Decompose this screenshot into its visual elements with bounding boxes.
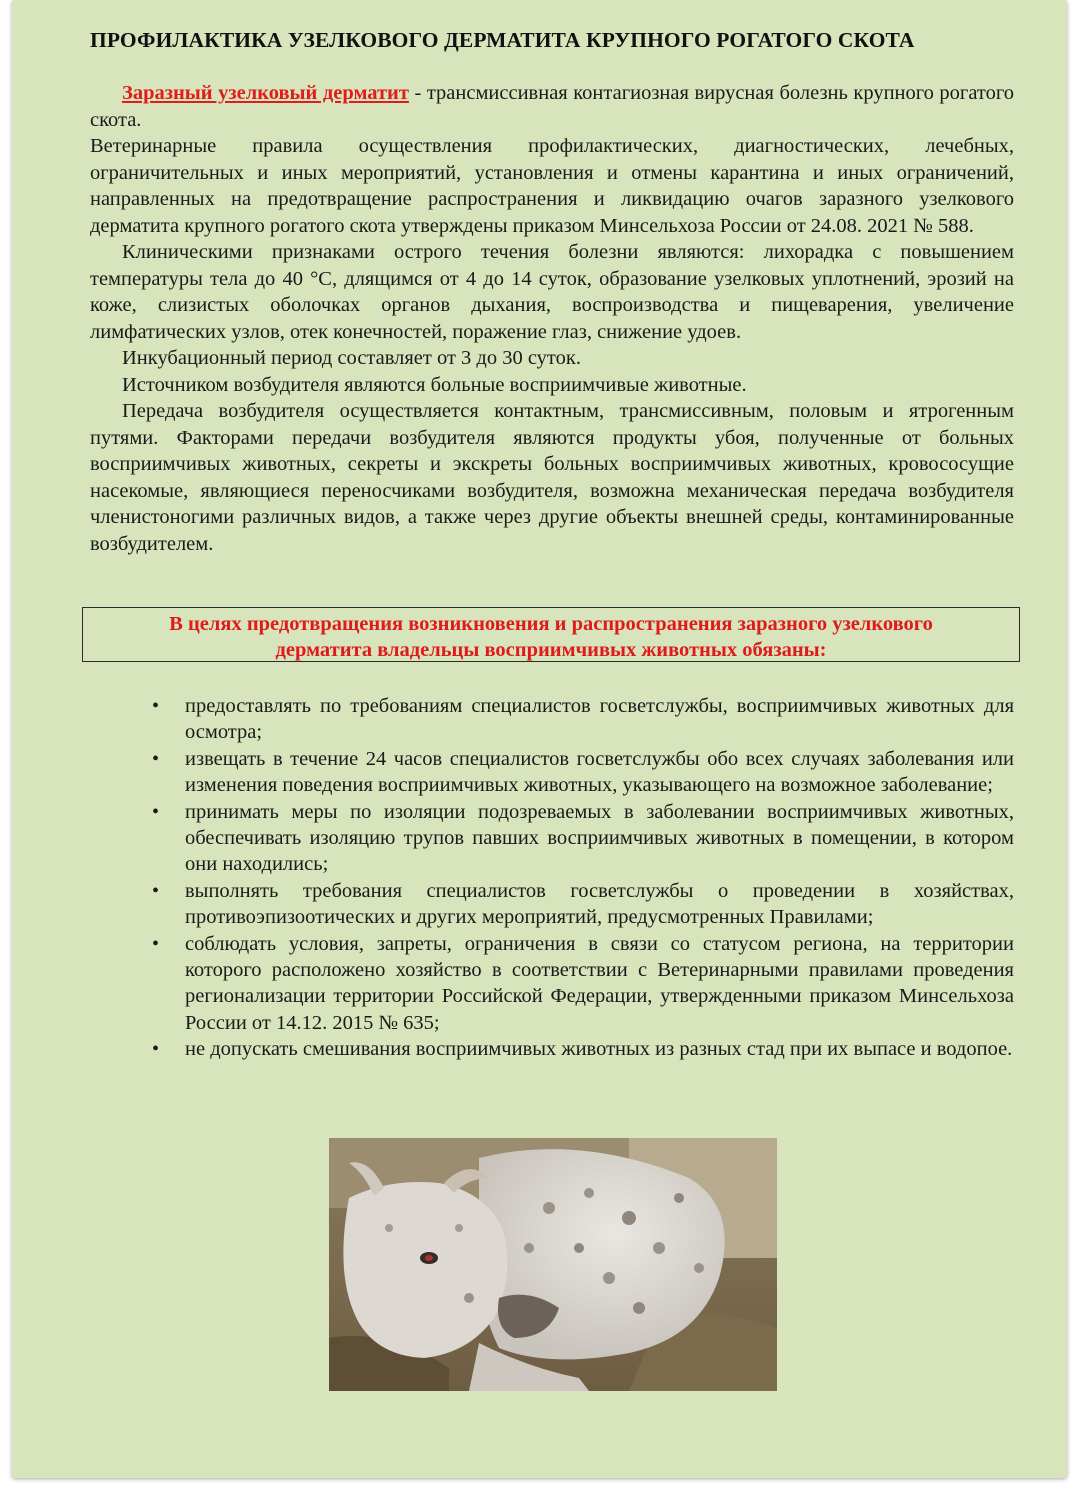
bullet-icon: • xyxy=(152,879,160,902)
cow-photo-image xyxy=(329,1138,777,1391)
notice-box xyxy=(82,607,1020,662)
list-item-text: не допускать смешивания восприимчивых животных из разных стад при их выпасе и водопое. xyxy=(185,1038,1013,1061)
document-page xyxy=(12,0,1067,1478)
disease-term: Заразный узелковый дерматит xyxy=(122,82,409,104)
bullet-icon: • xyxy=(152,1038,160,1061)
bullet-icon: • xyxy=(152,695,160,717)
list-item xyxy=(152,1036,1014,1062)
bullet-icon: • xyxy=(152,747,160,770)
paragraph-transmission: Передача возбудителя осуществляется контактным, трансмиссивным, половым и ятрогенным путями. Факторами передачи возбудителя являются продукты убоя, полученные от больных восприимчивых животных, секреты и экскреты больных восприимчивых животных, кровососущие насекомые, являющиеся переносчиками возбудителя, возможна механическая передача возбудителя членистоногими различных видов, а также через другие объекты внешней среды, контаминированные возбудителем. xyxy=(90,400,1014,555)
list-item-text: соблюдать условия, запреты, ограничения в связи со статусом региона, на территории которого расположено хозяйство в соответствии с Ветеринарными правилами проведения регионализации территории Российской Федерации, утвержденными приказом Минсельхоза России от 14.12. 2015 № 635; xyxy=(185,932,1014,1034)
list-item xyxy=(152,799,1014,878)
list-item xyxy=(152,693,1014,746)
paragraph-rules: Ветеринарные правила осуществления профилактических, диагностических, лечебных, ограничительных и иных мероприятий, установления и отмены карантина и иных ограничений, направленных на предотвращение распространения и ликвидацию очагов заразного узелкового дерматита крупного рогатого скота утверждены приказом Минсельхоза России от 24.08. 2021 № 588. xyxy=(90,135,1014,237)
list-item xyxy=(152,746,1014,799)
obligations-list xyxy=(152,693,1014,1063)
notice-line-1: В целях предотвращения возникновения и распространения заразного узелкового xyxy=(169,613,933,635)
document-body xyxy=(90,80,1014,557)
cow-photo xyxy=(329,1138,777,1391)
paragraph-symptoms: Клиническими признаками острого течения болезни являются: лихорадка с повышением температуры тела до 40 °С, длящимся от 4 до 14 суток, образование узелковых уплотнений, эрозий на коже, слизистых оболочках органов дыхания, воспроизводства и пищеварения, увеличение лимфатических узлов, отек конечностей, поражение глаз, снижение удоев. xyxy=(90,241,1014,343)
notice-line-2: дерматита владельцы восприимчивых животных обязаны: xyxy=(275,639,827,661)
list-item xyxy=(152,931,1014,1037)
paragraph-source: Источником возбудителя являются больные восприимчивые животные. xyxy=(122,373,747,396)
document-title: ПРОФИЛАКТИКА УЗЕЛКОВОГО ДЕРМАТИТА КРУПНОГО РОГАТОГО СКОТА xyxy=(90,28,915,52)
list-item xyxy=(152,878,1014,931)
paragraph-incubation: Инкубационный период составляет от 3 до 30 суток. xyxy=(122,347,581,369)
list-item-text: предоставлять по требованиям специалистов госветслужбы, восприимчивых животных для осмотра; xyxy=(185,695,1014,744)
bullet-icon: • xyxy=(152,800,160,823)
intro-paragraph xyxy=(90,80,1014,133)
disease-definition: - трансмиссивная контагиозная вирусная болезнь крупного рогатого скота. xyxy=(90,82,1014,131)
list-item-text: выполнять требования специалистов госветслужбы о проведении в хозяйствах, противоэпизоотических и других мероприятий, предусмотренных Правилами; xyxy=(185,879,1014,929)
list-item-text: принимать меры по изоляции подозреваемых в заболевании восприимчивых животных, обеспечивать изоляцию трупов павших восприимчивых животных в помещении, в котором они находились; xyxy=(185,800,1014,876)
bullet-icon: • xyxy=(152,932,160,955)
list-item-text: извещать в течение 24 часов специалистов госветслужбы обо всех случаях заболевания или изменения поведения восприимчивых животных, указывающего на возможное заболевание; xyxy=(185,747,1014,797)
